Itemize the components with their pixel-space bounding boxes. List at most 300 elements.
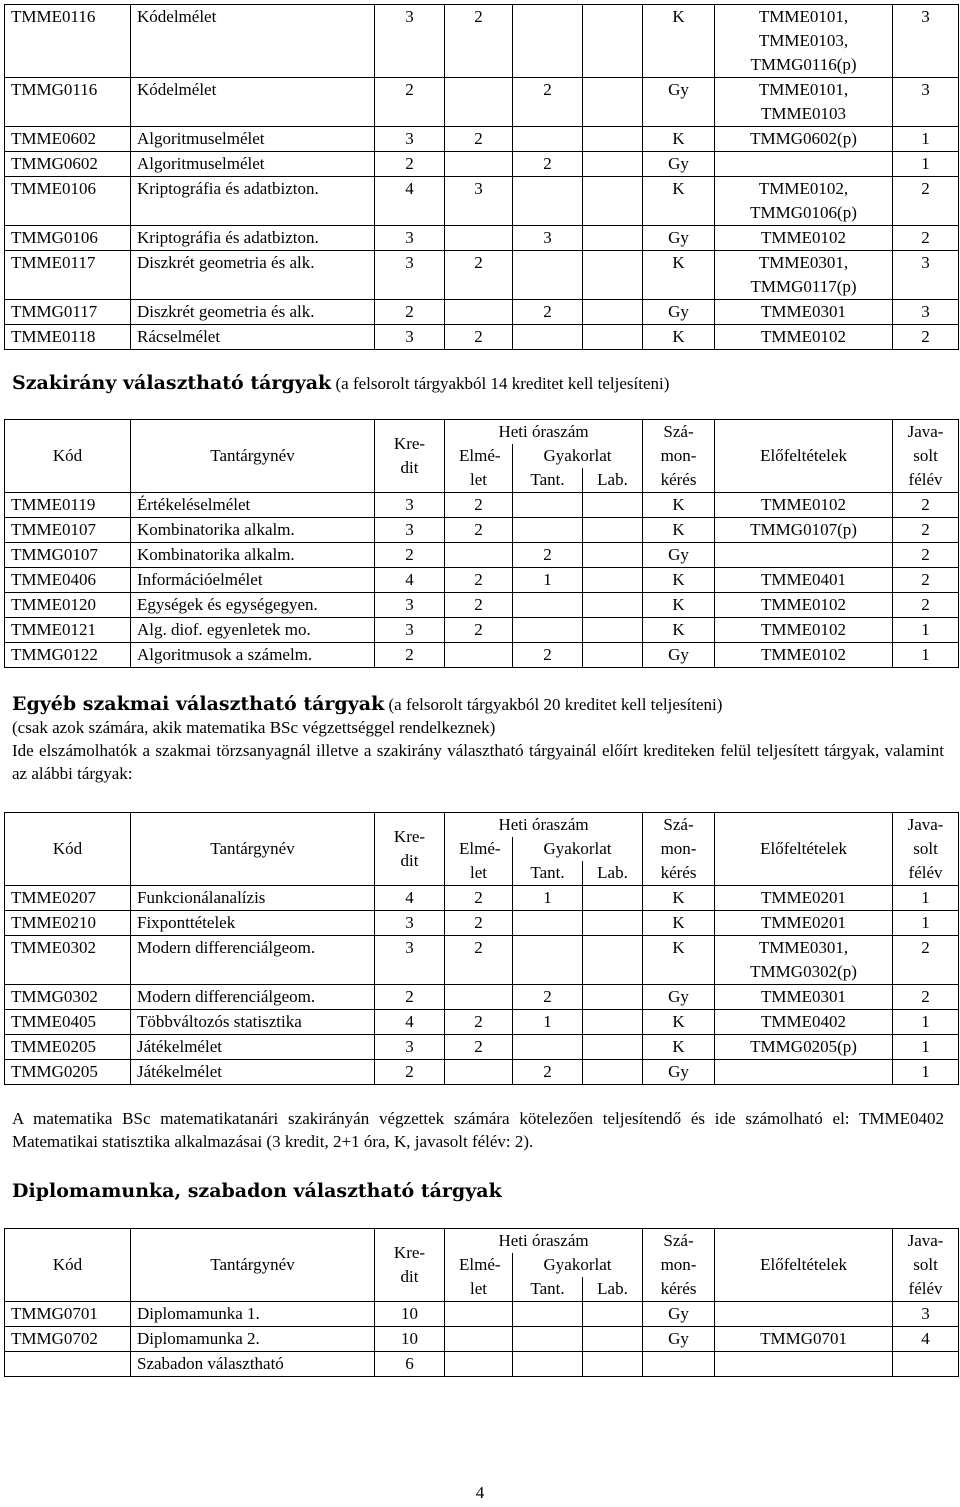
- course-code: TMME0406: [5, 568, 131, 593]
- course-szamonkeres: K: [643, 177, 715, 226]
- table-row: [5, 1302, 959, 1327]
- course-tant: [513, 593, 583, 618]
- course-lab: [583, 78, 643, 127]
- course-elofeltetelek: TMME0102: [715, 643, 893, 668]
- course-javasolt-felev: 1: [893, 886, 959, 911]
- course-name: Játékelmélet: [131, 1060, 375, 1085]
- course-kredit: 3: [375, 518, 445, 543]
- course-szamonkeres: K: [643, 911, 715, 936]
- course-lab: [583, 5, 643, 78]
- courses-table-3: [4, 812, 959, 1085]
- course-elofeltetelek: TMME0402: [715, 1010, 893, 1035]
- course-code: TMMG0107: [5, 543, 131, 568]
- course-elofeltetelek: TMME0102: [715, 493, 893, 518]
- header-kod: Kód: [5, 420, 131, 493]
- course-elofeltetelek: [715, 152, 893, 177]
- course-code: TMME0302: [5, 936, 131, 985]
- course-lab: [583, 1302, 643, 1327]
- course-elofeltetelek: TMME0301: [715, 985, 893, 1010]
- course-kredit: 2: [375, 1060, 445, 1085]
- course-szamonkeres: Gy: [643, 1060, 715, 1085]
- course-szamonkeres: K: [643, 1035, 715, 1060]
- course-name: Kódelmélet: [131, 78, 375, 127]
- course-code: TMME0107: [5, 518, 131, 543]
- header-kredit: Kre-dit: [375, 1229, 445, 1302]
- course-elmelet: [445, 1327, 513, 1352]
- table-row: [5, 1060, 959, 1085]
- header-kod: Kód: [5, 1229, 131, 1302]
- course-tant: [513, 1302, 583, 1327]
- course-name: Szabadon választható: [131, 1352, 375, 1377]
- course-szamonkeres: K: [643, 518, 715, 543]
- course-name: Játékelmélet: [131, 1035, 375, 1060]
- course-szamonkeres: K: [643, 1010, 715, 1035]
- course-elmelet: 2: [445, 5, 513, 78]
- course-kredit: 3: [375, 127, 445, 152]
- course-elofeltetelek: TMME0301: [715, 300, 893, 325]
- section-egyeb-heading: [12, 693, 944, 785]
- course-tant: 1: [513, 568, 583, 593]
- table-row: [5, 493, 959, 518]
- section-note: (a felsorolt tárgyakból 14 kreditet kell teljesíteni): [335, 374, 670, 393]
- page-number: 4: [475, 1483, 485, 1502]
- course-elmelet: [445, 226, 513, 251]
- header-szamonkeres: Szá-mon-kérés: [643, 1229, 715, 1302]
- course-javasolt-felev: 2: [893, 177, 959, 226]
- table-row: [5, 226, 959, 251]
- course-lab: [583, 593, 643, 618]
- course-kredit: 3: [375, 1035, 445, 1060]
- header-tant: Tant.: [513, 468, 583, 493]
- course-lab: [583, 1352, 643, 1377]
- course-elmelet: 2: [445, 251, 513, 300]
- course-lab: [583, 1060, 643, 1085]
- course-kredit: 2: [375, 300, 445, 325]
- course-tant: 2: [513, 985, 583, 1010]
- course-elmelet: [445, 985, 513, 1010]
- course-name: Rácselmélet: [131, 325, 375, 350]
- course-elmelet: 2: [445, 493, 513, 518]
- course-lab: [583, 1035, 643, 1060]
- course-name: Értékeléselmélet: [131, 493, 375, 518]
- course-tant: 2: [513, 78, 583, 127]
- course-elofeltetelek: TMMG0701: [715, 1327, 893, 1352]
- course-elmelet: 2: [445, 127, 513, 152]
- note-paragraph: A matematika BSc matematikatanári szakirányán végzettek számára kötelezően teljesítendő és ide számolható el: TMME0402 Matematikai statisztika alkalmazásai (3 kredit, 2+1 óra, K, javasolt félév: 2).: [12, 1109, 944, 1151]
- course-tant: [513, 911, 583, 936]
- course-lab: [583, 643, 643, 668]
- course-elofeltetelek: TMME0101, TMME0103, TMMG0116(p): [715, 5, 893, 78]
- course-tant: 2: [513, 152, 583, 177]
- course-tant: [513, 177, 583, 226]
- course-lab: [583, 152, 643, 177]
- header-lab: Lab.: [583, 861, 643, 886]
- course-name: Algoritmusok a számelm.: [131, 643, 375, 668]
- course-lab: [583, 226, 643, 251]
- course-elmelet: 2: [445, 568, 513, 593]
- table-row: [5, 911, 959, 936]
- course-tant: [513, 325, 583, 350]
- course-code: TMMG0205: [5, 1060, 131, 1085]
- course-kredit: 2: [375, 152, 445, 177]
- course-elmelet: [445, 643, 513, 668]
- course-szamonkeres: K: [643, 936, 715, 985]
- course-javasolt-felev: 2: [893, 493, 959, 518]
- course-kredit: 2: [375, 985, 445, 1010]
- course-tant: [513, 618, 583, 643]
- course-code: TMMG0701: [5, 1302, 131, 1327]
- course-name: Kriptográfia és adatbizton.: [131, 226, 375, 251]
- course-javasolt-felev: 1: [893, 618, 959, 643]
- course-kredit: 2: [375, 78, 445, 127]
- course-kredit: 2: [375, 643, 445, 668]
- course-szamonkeres: K: [643, 127, 715, 152]
- table-row: [5, 543, 959, 568]
- course-elmelet: 2: [445, 936, 513, 985]
- course-javasolt-felev: 1: [893, 1035, 959, 1060]
- course-javasolt-felev: 2: [893, 226, 959, 251]
- course-elofeltetelek: [715, 543, 893, 568]
- course-code: TMME0119: [5, 493, 131, 518]
- course-elmelet: [445, 1302, 513, 1327]
- course-szamonkeres: K: [643, 251, 715, 300]
- course-tant: [513, 1035, 583, 1060]
- course-elofeltetelek: TMME0102: [715, 325, 893, 350]
- course-kredit: 3: [375, 226, 445, 251]
- course-elofeltetelek: TMME0102: [715, 593, 893, 618]
- course-code: TMME0210: [5, 911, 131, 936]
- course-lab: [583, 543, 643, 568]
- course-tant: [513, 251, 583, 300]
- course-tant: 1: [513, 1010, 583, 1035]
- course-kredit: 4: [375, 1010, 445, 1035]
- course-javasolt-felev: 2: [893, 936, 959, 985]
- course-kredit: 3: [375, 5, 445, 78]
- table-row: [5, 1327, 959, 1352]
- course-lab: [583, 985, 643, 1010]
- table-row: [5, 518, 959, 543]
- table-row: [5, 152, 959, 177]
- table-row: [5, 325, 959, 350]
- header-tantargynev: Tantárgynév: [131, 813, 375, 886]
- course-elmelet: 2: [445, 518, 513, 543]
- course-name: Egységek és egységegyen.: [131, 593, 375, 618]
- course-name: Modern differenciálgeom.: [131, 936, 375, 985]
- course-code: TMME0405: [5, 1010, 131, 1035]
- course-name: Többváltozós statisztika: [131, 1010, 375, 1035]
- course-kredit: 10: [375, 1327, 445, 1352]
- course-elmelet: [445, 152, 513, 177]
- course-lab: [583, 886, 643, 911]
- course-code: TMME0205: [5, 1035, 131, 1060]
- course-kredit: 2: [375, 543, 445, 568]
- course-name: Modern differenciálgeom.: [131, 985, 375, 1010]
- course-tant: [513, 493, 583, 518]
- header-szamonkeres: Szá-mon-kérés: [643, 813, 715, 886]
- header-elofeltetelek: Előfeltételek: [715, 813, 893, 886]
- course-javasolt-felev: [893, 1352, 959, 1377]
- course-kredit: 3: [375, 493, 445, 518]
- table-row: [5, 593, 959, 618]
- course-kredit: 3: [375, 911, 445, 936]
- course-javasolt-felev: 1: [893, 911, 959, 936]
- course-javasolt-felev: 1: [893, 1060, 959, 1085]
- course-elofeltetelek: TMMG0602(p): [715, 127, 893, 152]
- header-javasolt: Java-solt félév: [893, 813, 959, 886]
- course-name: Diplomamunka 1.: [131, 1302, 375, 1327]
- section-note: (a felsorolt tárgyakból 20 kreditet kell teljesíteni): [388, 695, 723, 714]
- section-title: Szakirány választható tárgyak: [12, 372, 332, 394]
- course-name: Funkcionálanalízis: [131, 886, 375, 911]
- course-elofeltetelek: TMME0102, TMMG0106(p): [715, 177, 893, 226]
- header-heti-oraszam: Heti óraszám: [445, 1229, 643, 1254]
- course-elmelet: 2: [445, 1010, 513, 1035]
- table-row: [5, 300, 959, 325]
- course-szamonkeres: K: [643, 493, 715, 518]
- course-lab: [583, 127, 643, 152]
- header-javasolt: Java-solt félév: [893, 420, 959, 493]
- course-szamonkeres: K: [643, 886, 715, 911]
- course-javasolt-felev: 1: [893, 127, 959, 152]
- header-tantargynev: Tantárgynév: [131, 1229, 375, 1302]
- course-javasolt-felev: 3: [893, 300, 959, 325]
- course-elmelet: [445, 543, 513, 568]
- course-szamonkeres: K: [643, 568, 715, 593]
- course-code: TMMG0602: [5, 152, 131, 177]
- course-kredit: 10: [375, 1302, 445, 1327]
- course-name: Kombinatorika alkalm.: [131, 518, 375, 543]
- course-javasolt-felev: 1: [893, 643, 959, 668]
- course-tant: 2: [513, 643, 583, 668]
- course-elofeltetelek: TMME0301, TMMG0302(p): [715, 936, 893, 985]
- course-code: TMME0116: [5, 5, 131, 78]
- table-row: [5, 177, 959, 226]
- course-name: Algoritmuselmélet: [131, 152, 375, 177]
- courses-table-1: [4, 4, 959, 350]
- course-lab: [583, 300, 643, 325]
- course-lab: [583, 936, 643, 985]
- course-elmelet: [445, 1352, 513, 1377]
- course-elmelet: 2: [445, 325, 513, 350]
- course-javasolt-felev: 1: [893, 1010, 959, 1035]
- course-szamonkeres: K: [643, 593, 715, 618]
- course-elofeltetelek: [715, 1352, 893, 1377]
- course-elofeltetelek: [715, 1302, 893, 1327]
- course-name: Fixponttételek: [131, 911, 375, 936]
- course-elmelet: 2: [445, 618, 513, 643]
- course-lab: [583, 251, 643, 300]
- header-kredit: Kre-dit: [375, 420, 445, 493]
- course-kredit: 4: [375, 568, 445, 593]
- course-code: TMME0106: [5, 177, 131, 226]
- header-gyakorlat: Gyakorlat: [513, 837, 643, 861]
- course-javasolt-felev: 2: [893, 985, 959, 1010]
- course-tant: [513, 1327, 583, 1352]
- course-szamonkeres: Gy: [643, 1327, 715, 1352]
- table-row: [5, 568, 959, 593]
- table-row: [5, 1352, 959, 1377]
- course-lab: [583, 518, 643, 543]
- course-javasolt-felev: 3: [893, 78, 959, 127]
- table-row: [5, 1010, 959, 1035]
- header-heti-oraszam: Heti óraszám: [445, 813, 643, 838]
- course-tant: [513, 518, 583, 543]
- course-elofeltetelek: TMME0201: [715, 911, 893, 936]
- course-elmelet: 3: [445, 177, 513, 226]
- header-elmelet: Elmé-let: [445, 837, 513, 886]
- course-code: TMME0207: [5, 886, 131, 911]
- course-javasolt-felev: 3: [893, 5, 959, 78]
- course-code: TMME0121: [5, 618, 131, 643]
- course-tant: 1: [513, 886, 583, 911]
- course-elofeltetelek: TMME0301, TMMG0117(p): [715, 251, 893, 300]
- table-row: [5, 127, 959, 152]
- header-heti-oraszam: Heti óraszám: [445, 420, 643, 445]
- header-lab: Lab.: [583, 1277, 643, 1302]
- course-elmelet: 2: [445, 886, 513, 911]
- course-elmelet: [445, 78, 513, 127]
- course-kredit: 4: [375, 886, 445, 911]
- course-lab: [583, 568, 643, 593]
- course-name: Alg. diof. egyenletek mo.: [131, 618, 375, 643]
- course-lab: [583, 1327, 643, 1352]
- course-szamonkeres: K: [643, 618, 715, 643]
- course-tant: 2: [513, 1060, 583, 1085]
- table-row: [5, 78, 959, 127]
- header-elofeltetelek: Előfeltételek: [715, 1229, 893, 1302]
- course-elofeltetelek: TMME0102: [715, 618, 893, 643]
- course-elmelet: [445, 1060, 513, 1085]
- header-tant: Tant.: [513, 861, 583, 886]
- course-code: TMMG0116: [5, 78, 131, 127]
- course-szamonkeres: Gy: [643, 543, 715, 568]
- header-gyakorlat: Gyakorlat: [513, 444, 643, 468]
- section-description: Ide elszámolhatók a szakmai törzsanyagnál illetve a szakirány választható tárgyainál előírt krediteken felül teljesített tárgyak, valamint az alábbi tárgyak:: [12, 741, 944, 783]
- table-row: [5, 251, 959, 300]
- table-header: [5, 1229, 959, 1254]
- section-diplomamunka-heading: [12, 1180, 502, 1203]
- table-row: [5, 618, 959, 643]
- table-row: [5, 5, 959, 78]
- course-kredit: 3: [375, 593, 445, 618]
- course-javasolt-felev: 2: [893, 593, 959, 618]
- course-kredit: 4: [375, 177, 445, 226]
- course-szamonkeres: Gy: [643, 78, 715, 127]
- course-name: Kódelmélet: [131, 5, 375, 78]
- header-gyakorlat: Gyakorlat: [513, 1253, 643, 1277]
- header-kod: Kód: [5, 813, 131, 886]
- header-elofeltetelek: Előfeltételek: [715, 420, 893, 493]
- course-kredit: 3: [375, 325, 445, 350]
- course-name: Kombinatorika alkalm.: [131, 543, 375, 568]
- course-tant: 2: [513, 300, 583, 325]
- course-tant: [513, 127, 583, 152]
- section-subnote: (csak azok számára, akik matematika BSc végzettséggel rendelkeznek): [12, 718, 496, 737]
- table-header: [5, 813, 959, 838]
- course-javasolt-felev: 4: [893, 1327, 959, 1352]
- course-kredit: 3: [375, 251, 445, 300]
- course-tant: 3: [513, 226, 583, 251]
- table-header: [5, 420, 959, 445]
- course-tant: [513, 936, 583, 985]
- course-elofeltetelek: TMME0102: [715, 226, 893, 251]
- course-elofeltetelek: TMME0401: [715, 568, 893, 593]
- course-elmelet: 2: [445, 593, 513, 618]
- courses-table-4: [4, 1228, 959, 1377]
- table-row: [5, 985, 959, 1010]
- header-elmelet: Elmé-let: [445, 1253, 513, 1302]
- course-code: TMMG0117: [5, 300, 131, 325]
- course-lab: [583, 1010, 643, 1035]
- course-szamonkeres: Gy: [643, 226, 715, 251]
- course-code: TMMG0702: [5, 1327, 131, 1352]
- course-lab: [583, 911, 643, 936]
- course-lab: [583, 493, 643, 518]
- table-row: [5, 1035, 959, 1060]
- course-kredit: 3: [375, 936, 445, 985]
- course-javasolt-felev: 2: [893, 325, 959, 350]
- header-szamonkeres: Szá-mon-kérés: [643, 420, 715, 493]
- course-code: TMME0120: [5, 593, 131, 618]
- course-name: Diszkrét geometria és alk.: [131, 300, 375, 325]
- table-row: [5, 936, 959, 985]
- courses-table-2: [4, 419, 959, 668]
- course-szamonkeres: Gy: [643, 152, 715, 177]
- header-kredit: Kre-dit: [375, 813, 445, 886]
- course-elofeltetelek: TMMG0205(p): [715, 1035, 893, 1060]
- header-tant: Tant.: [513, 1277, 583, 1302]
- course-name: Diplomamunka 2.: [131, 1327, 375, 1352]
- course-code: TMME0602: [5, 127, 131, 152]
- course-tant: 2: [513, 543, 583, 568]
- course-javasolt-felev: 3: [893, 251, 959, 300]
- course-elmelet: 2: [445, 1035, 513, 1060]
- course-name: Kriptográfia és adatbizton.: [131, 177, 375, 226]
- course-javasolt-felev: 2: [893, 568, 959, 593]
- section-title: Egyéb szakmai választható tárgyak: [12, 693, 385, 715]
- course-tant: [513, 5, 583, 78]
- header-elmelet: Elmé-let: [445, 444, 513, 493]
- course-kredit: 3: [375, 618, 445, 643]
- header-tantargynev: Tantárgynév: [131, 420, 375, 493]
- table-row: [5, 643, 959, 668]
- course-szamonkeres: K: [643, 5, 715, 78]
- course-elmelet: 2: [445, 911, 513, 936]
- course-szamonkeres: Gy: [643, 985, 715, 1010]
- course-lab: [583, 618, 643, 643]
- table-row: [5, 886, 959, 911]
- course-elofeltetelek: TMME0201: [715, 886, 893, 911]
- course-code: TMMG0302: [5, 985, 131, 1010]
- course-elofeltetelek: TMME0101, TMME0103: [715, 78, 893, 127]
- section-szakirany-heading: [12, 372, 669, 395]
- course-javasolt-felev: 3: [893, 1302, 959, 1327]
- course-szamonkeres: Gy: [643, 1302, 715, 1327]
- course-javasolt-felev: 1: [893, 152, 959, 177]
- course-javasolt-felev: 2: [893, 543, 959, 568]
- course-code: TMMG0106: [5, 226, 131, 251]
- course-name: Algoritmuselmélet: [131, 127, 375, 152]
- course-javasolt-felev: 2: [893, 518, 959, 543]
- course-code: TMME0117: [5, 251, 131, 300]
- course-szamonkeres: K: [643, 325, 715, 350]
- header-javasolt: Java-solt félév: [893, 1229, 959, 1302]
- course-code: TMMG0122: [5, 643, 131, 668]
- course-szamonkeres: [643, 1352, 715, 1377]
- header-lab: Lab.: [583, 468, 643, 493]
- course-elmelet: [445, 300, 513, 325]
- course-lab: [583, 177, 643, 226]
